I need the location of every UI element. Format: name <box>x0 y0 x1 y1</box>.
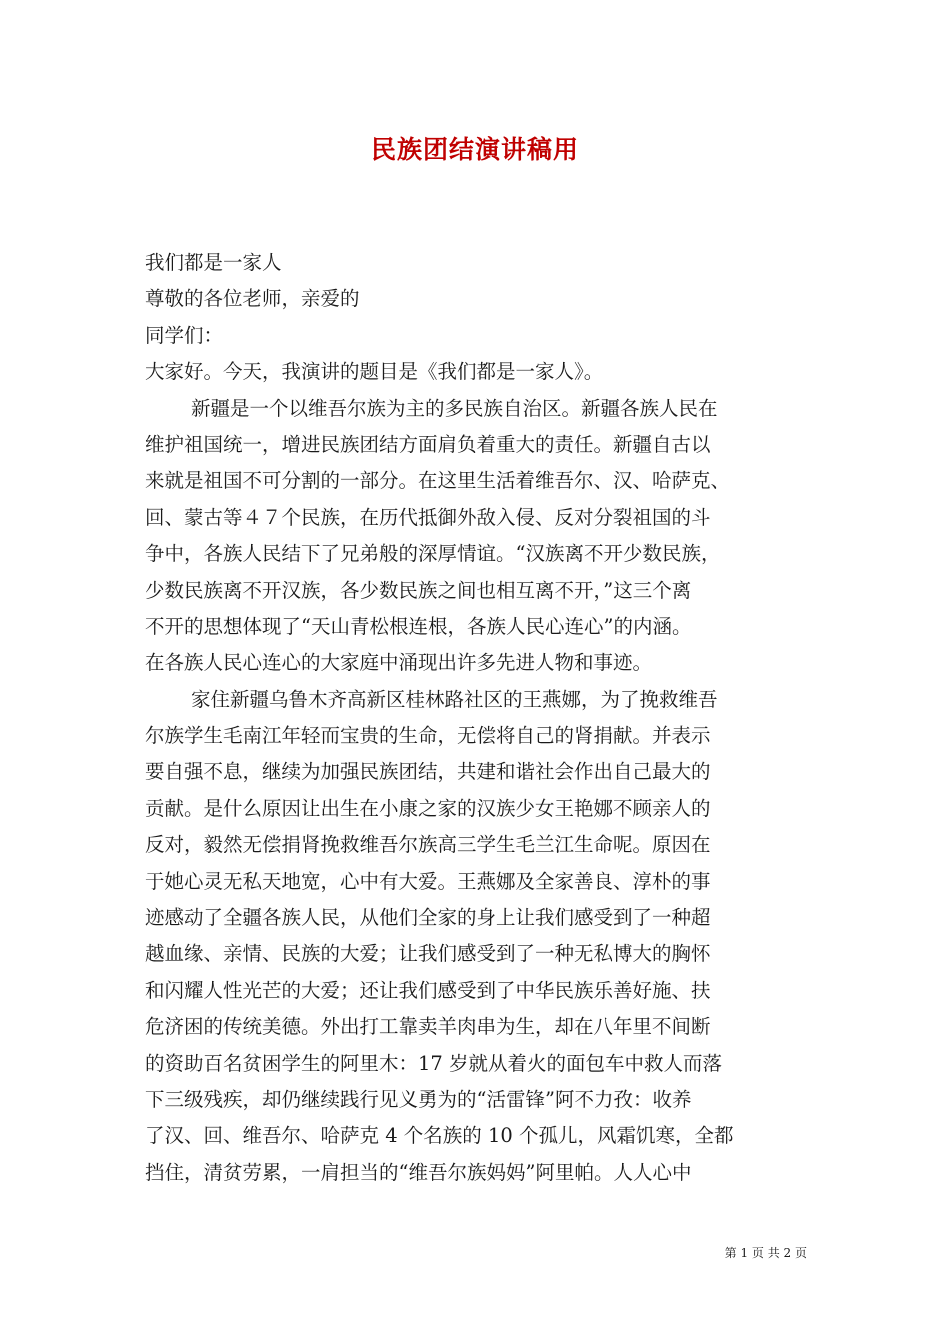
paragraph-start-line: 新疆是一个以维吾尔族为主的多民族自治区。新疆各族人民在 <box>191 396 718 420</box>
text-line: 贡献。是什么原因让出生在小康之家的汉族少女王艳娜不顾亲人的 <box>145 796 711 820</box>
document-body <box>145 245 810 1191</box>
page-number-footer: 第 1 页 共 2 页 <box>724 1246 807 1260</box>
document-title: 民族团结演讲稿用 <box>370 135 579 164</box>
text-line: 于她心灵无私天地宽，心中有大爱。王燕娜及全家善良、淳朴的事 <box>145 869 711 893</box>
text-line: 少数民族离不开汉族，各少数民族之间也相互离不开，”这三个离 <box>145 578 692 602</box>
text-line: 同学们： <box>145 323 224 347</box>
text-line: 反对，毅然无偿捐肾挽救维吾尔族高三学生毛兰江生命呢。原因在 <box>145 833 711 857</box>
text-line: 危济困的传统美德。外出打工靠卖羊肉串为生，却在八年里不间断 <box>145 1015 711 1039</box>
text-line: 迹感动了全疆各族人民，从他们全家的身上让我们感受到了一种超 <box>145 906 711 930</box>
text-line: 要自强不息，继续为加强民族团结，共建和谐社会作出自己最大的 <box>145 760 711 784</box>
text-line: 大家好。今天，我演讲的题目是《我们都是一家人》。 <box>145 360 604 384</box>
text-line: 尔族学生毛南江年轻而宝贵的生命，无偿将自己的肾捐献。并表示 <box>145 724 711 748</box>
paragraph-start-line: 家住新疆乌鲁木齐高新区桂林路社区的王燕娜，为了挽救维吾 <box>191 687 718 711</box>
text-line: 了汉、回、维吾尔、哈萨克 4 个名族的 10 个孤儿，风霜饥寒，全都 <box>145 1124 734 1148</box>
text-line: 下三级残疾，却仍继续践行见义勇为的“活雷锋”阿不力孜：收养 <box>145 1087 692 1111</box>
text-line: 争中，各族人民结下了兄弟般的深厚情谊。“汉族离不开少数民族， <box>145 542 721 566</box>
text-line: 来就是祖国不可分割的一部分。在这里生活着维吾尔、汉、哈萨克、 <box>145 469 731 493</box>
text-line: 不开的思想体现了“天山青松根连根，各族人民心连心”的内涵。 <box>145 614 692 638</box>
text-line: 的资助百名贫困学生的阿里木：17 岁就从着火的面包车中救人而落 <box>145 1051 723 1075</box>
text-line: 维护祖国统一，增进民族团结方面肩负着重大的责任。新疆自古以 <box>145 432 711 456</box>
text-line: 越血缘、亲情、民族的大爱；让我们感受到了一种无私博大的胸怀 <box>145 942 711 966</box>
text-line: 和闪耀人性光芒的大爱；还让我们感受到了中华民族乐善好施、扶 <box>145 978 711 1002</box>
text-line: 我们都是一家人 <box>145 251 282 274</box>
text-line: 尊敬的各位老师，亲爱的 <box>145 287 360 311</box>
text-line: 在各族人民心连心的大家庭中涌现出许多先进人物和事迹。 <box>145 651 653 675</box>
text-line: 回、蒙古等４７个民族，在历代抵御外敌入侵、反对分裂祖国的斗 <box>145 505 711 529</box>
text-line: 挡住，清贫劳累，一肩担当的“维吾尔族妈妈”阿里帕。人人心中 <box>145 1160 692 1184</box>
